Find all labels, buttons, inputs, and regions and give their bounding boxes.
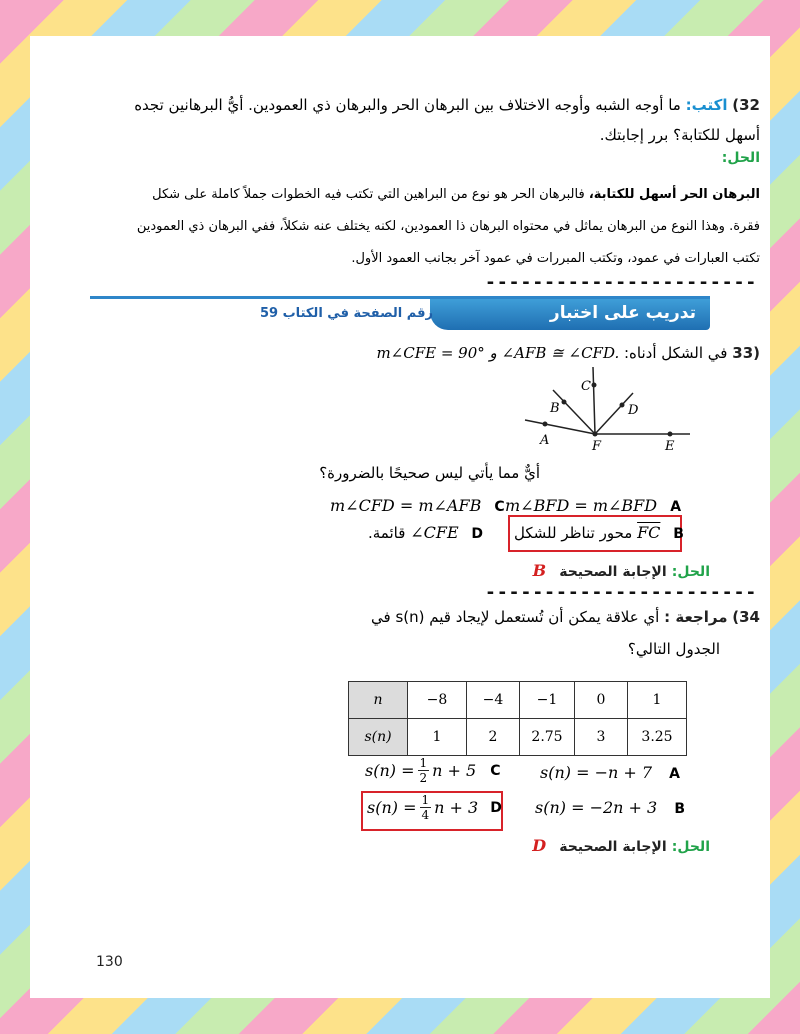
q34-option-D-letter: D bbox=[490, 799, 502, 816]
q33-option-C bbox=[330, 496, 505, 515]
q34-number: 34) bbox=[732, 608, 760, 626]
q34-answer-letter: D bbox=[532, 836, 547, 855]
q34-solution-label: الحل: bbox=[671, 839, 710, 855]
q33-option-B bbox=[514, 523, 684, 542]
q33-option-C-text: m∠CFD = m∠AFB bbox=[330, 496, 482, 515]
q34-keyword: مراجعة : bbox=[664, 608, 728, 626]
q34-option-D-prefix: s(n) = bbox=[367, 798, 417, 817]
point-E bbox=[668, 432, 673, 437]
label-C: C bbox=[581, 379, 591, 394]
label-F: F bbox=[592, 439, 602, 454]
table-head-n: n bbox=[349, 682, 408, 719]
q33-option-D-letter: D bbox=[471, 526, 484, 542]
q33-answer-text: الإجابة الصحيحة bbox=[559, 564, 667, 580]
q34-option-D bbox=[367, 793, 502, 822]
test-practice-banner bbox=[90, 296, 710, 330]
q34-option-C-numerator: 1 bbox=[419, 756, 428, 770]
label-E: E bbox=[665, 439, 675, 454]
q33-option-A-letter: A bbox=[670, 499, 682, 515]
table-cell: 1 bbox=[628, 682, 687, 719]
q34-line2: الجدول التالي؟ bbox=[627, 640, 720, 658]
table-cell: 0 bbox=[575, 682, 628, 719]
table-cell: 2.75 bbox=[520, 719, 575, 756]
point-B bbox=[562, 400, 567, 405]
q33-option-B-text: محور تناظر للشكل bbox=[514, 524, 633, 542]
table-cell: 3 bbox=[575, 719, 628, 756]
banner-title-box bbox=[430, 299, 710, 330]
q33-option-A bbox=[505, 496, 681, 515]
q34-solution bbox=[532, 836, 710, 855]
q34-option-D-fraction bbox=[420, 793, 432, 822]
q34-option-B-letter: B bbox=[674, 801, 685, 817]
q32-line2: أسهل للكتابة؟ برر إجابتك. bbox=[599, 126, 760, 144]
q33-question: أيٌّ مما يأتي ليس صحيحًا بالضرورة؟ bbox=[319, 464, 540, 482]
q34-option-B-text: s(n) = −2n + 3 bbox=[535, 798, 658, 817]
table-cell: −8 bbox=[408, 682, 467, 719]
q33-prompt bbox=[60, 344, 760, 362]
q33-option-B-letter: B bbox=[673, 526, 684, 542]
table-row bbox=[349, 682, 687, 719]
table-head-sn: s(n) bbox=[349, 719, 408, 756]
q34-option-A bbox=[540, 763, 680, 782]
label-B: B bbox=[550, 401, 560, 416]
ray-FC bbox=[593, 367, 595, 434]
q34-values-table bbox=[348, 681, 687, 756]
q32-answer-line1: فالبرهان الحر هو نوع من البراهين التي تكتب فيه الخطوات جملاً كاملة على شكل bbox=[152, 187, 585, 202]
q32-question-text: ما أوجه الشبه وأوجه الاختلاف بين البرهان الحر والبرهان ذي العمودين. أيُّ البرهانين تجده bbox=[134, 96, 681, 114]
q34-option-D-denominator: 4 bbox=[421, 808, 430, 822]
q34-option-C-denominator: 2 bbox=[419, 771, 428, 785]
q34-line1 bbox=[60, 608, 760, 626]
banner-title: تدريب على اختبار bbox=[549, 303, 696, 323]
q32-answer-line3: تكتب العبارات في عمود، وتكتب المبررات في عمود آخر بجانب العمود الأول. bbox=[351, 251, 760, 266]
q34-option-B bbox=[535, 798, 685, 817]
divider-2: ----------------------- bbox=[485, 582, 758, 603]
q34-option-C-suffix: n + 5 bbox=[432, 761, 477, 780]
q32-number: 32) bbox=[732, 96, 760, 114]
q34-option-C-prefix: s(n) = bbox=[365, 761, 415, 780]
q33-figure bbox=[520, 362, 695, 454]
q32-answer bbox=[70, 179, 760, 275]
table-cell: 2 bbox=[467, 719, 520, 756]
q34-question-text: أي علاقة يمكن أن تُستعمل لإيجاد قيم s(n) في bbox=[371, 608, 660, 626]
q32-answer-bold: البرهان الحر أسهل للكتابة، bbox=[588, 187, 760, 202]
divider-1: ----------------------- bbox=[485, 272, 758, 293]
table-cell: 1 bbox=[408, 719, 467, 756]
q33-solution bbox=[533, 561, 710, 580]
q33-number: 33) bbox=[732, 344, 760, 362]
q33-option-C-letter: C bbox=[494, 499, 505, 515]
q33-prompt-math: m∠CFE = 90° و ∠AFB ≅ ∠CFD. bbox=[376, 344, 620, 362]
q32-keyword: اكتب: bbox=[685, 96, 728, 114]
q33-option-B-math: $\overline{FC}$ bbox=[637, 523, 661, 542]
q34-option-D-numerator: 1 bbox=[421, 793, 430, 807]
q32-solution-label: الحل: bbox=[721, 150, 760, 166]
table-cell: −4 bbox=[467, 682, 520, 719]
label-A: A bbox=[540, 433, 550, 448]
table-cell: 3.25 bbox=[628, 719, 687, 756]
point-A bbox=[543, 422, 548, 427]
q33-answer-letter: B bbox=[532, 561, 547, 580]
point-C bbox=[592, 383, 597, 388]
q33-option-A-text: m∠BFD = m∠BFD bbox=[505, 496, 658, 515]
point-F bbox=[593, 432, 598, 437]
banner-page-ref: رقم الصفحة في الكتاب 59 bbox=[260, 306, 433, 321]
q33-option-D-text: قائمة. bbox=[368, 524, 406, 542]
q34-option-D-suffix: n + 3 bbox=[434, 798, 479, 817]
q34-option-A-letter: A bbox=[669, 766, 680, 782]
q34-option-C-fraction bbox=[418, 756, 430, 785]
page-sheet bbox=[30, 36, 770, 998]
q34-option-A-text: s(n) = −n + 7 bbox=[540, 763, 653, 782]
q34-option-C bbox=[365, 756, 500, 785]
table-row bbox=[349, 719, 687, 756]
q34-option-C-letter: C bbox=[490, 762, 501, 779]
q33-option-D bbox=[368, 523, 483, 542]
table-cell: −1 bbox=[520, 682, 575, 719]
q32-answer-line2: فقرة. وهذا النوع من البرهان يماثل في محتواه البرهان ذا العمودين، لكنه يختلف عنه شكلاً، ففي البرهان ذي العمودين bbox=[136, 219, 760, 234]
q32-line1 bbox=[60, 96, 760, 114]
q33-prompt-text: في الشكل أدناه: bbox=[624, 344, 728, 362]
q34-answer-text: الإجابة الصحيحة bbox=[559, 839, 667, 855]
q33-solution-label: الحل: bbox=[671, 564, 710, 580]
point-D bbox=[620, 403, 625, 408]
page-number: 130 bbox=[96, 954, 123, 970]
label-D: D bbox=[628, 403, 639, 418]
q33-option-D-math: ∠CFE bbox=[410, 523, 459, 542]
